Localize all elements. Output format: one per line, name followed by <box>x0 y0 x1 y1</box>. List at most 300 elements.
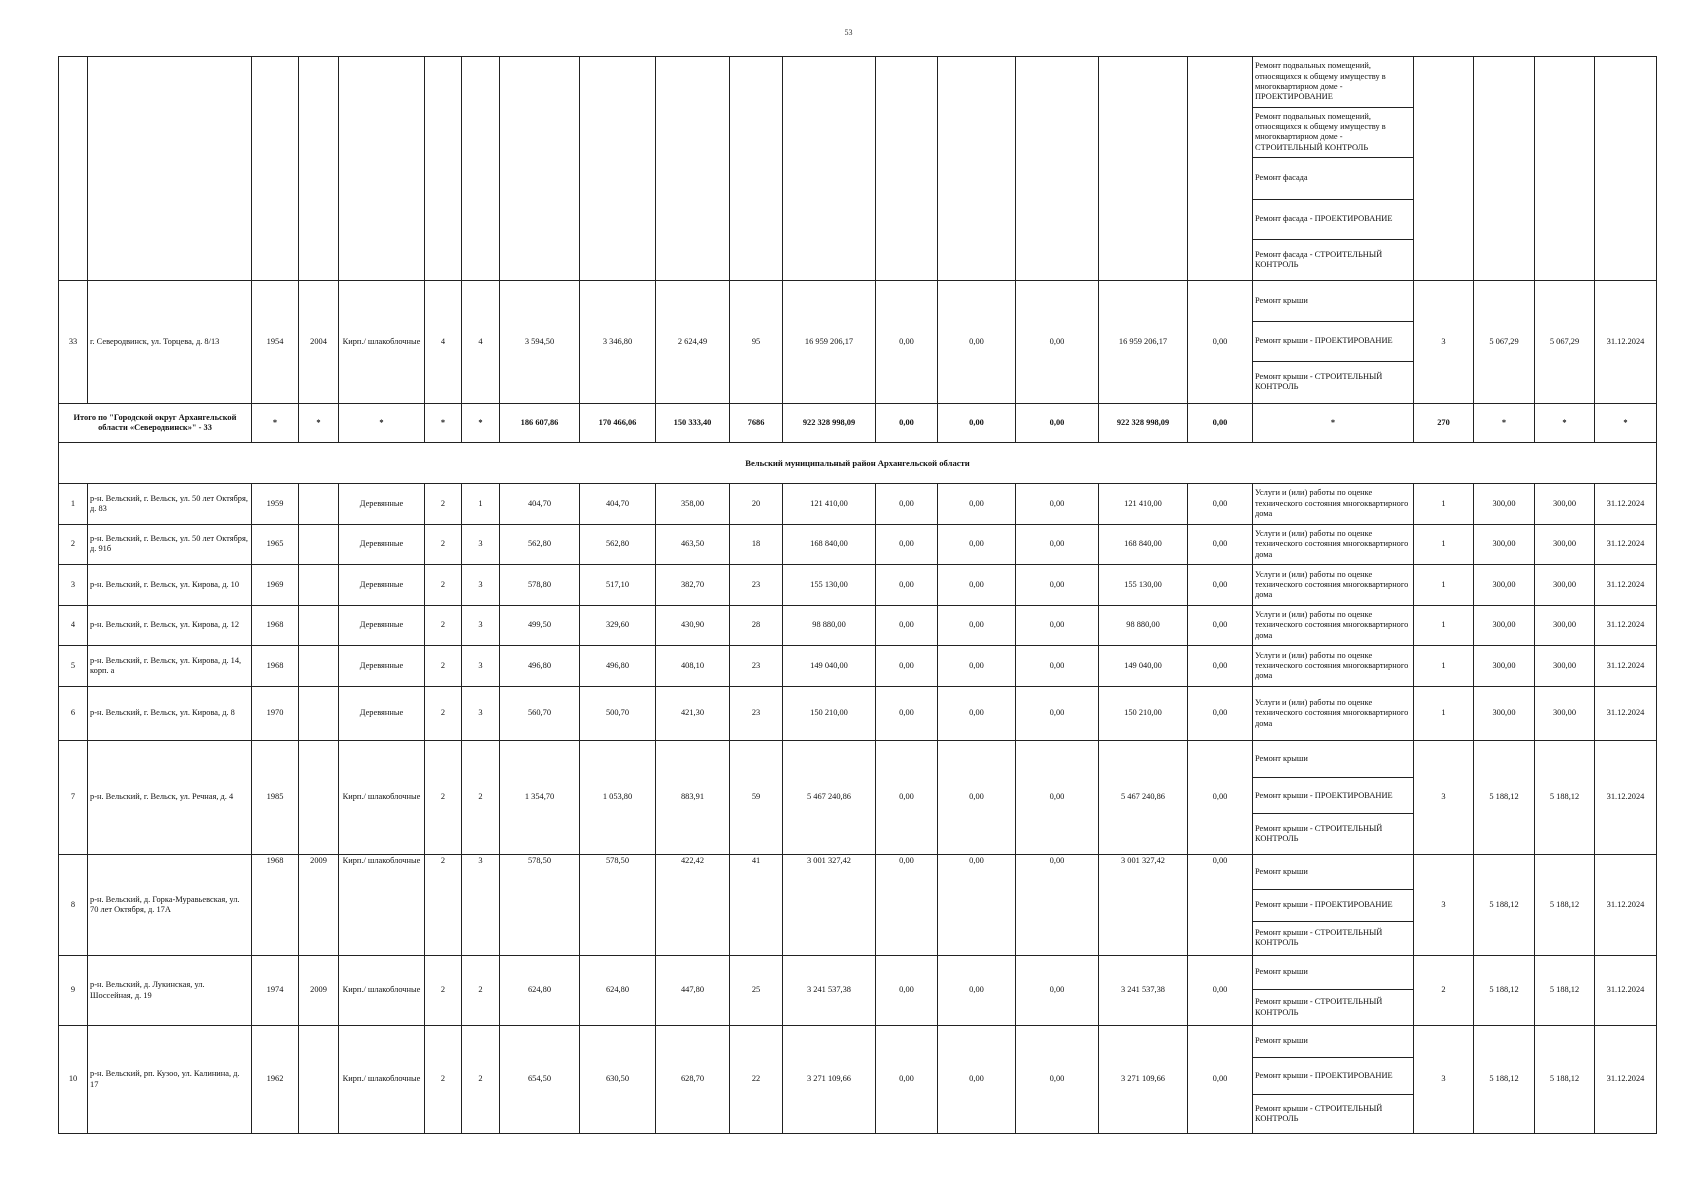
table-row <box>59 646 1657 687</box>
value-cell: 2 <box>425 687 462 741</box>
value-cell: 41 <box>730 854 783 955</box>
value-cell: 2 <box>425 854 462 955</box>
value-cell: 3 346,80 <box>580 280 656 403</box>
value-cell: 2 <box>425 605 462 646</box>
total-cell: 922 328 998,09 <box>1099 403 1188 443</box>
value-cell: 1959 <box>252 483 299 524</box>
value-cell: 0,00 <box>1016 524 1099 565</box>
value-cell: 31.12.2024 <box>1595 740 1657 854</box>
value-cell: 2009 <box>299 955 339 1025</box>
value-cell <box>299 605 339 646</box>
table-row <box>59 57 1657 108</box>
row-number: 3 <box>59 565 88 606</box>
value-cell: 168 840,00 <box>1099 524 1188 565</box>
value-cell: 447,80 <box>656 955 730 1025</box>
value-cell: 0,00 <box>938 646 1016 687</box>
value-cell: 3 594,50 <box>500 280 580 403</box>
value-cell: 0,00 <box>1188 854 1253 955</box>
value-cell: 28 <box>730 605 783 646</box>
value-cell: 3 <box>462 605 500 646</box>
value-cell: 149 040,00 <box>1099 646 1188 687</box>
row-number: 7 <box>59 740 88 854</box>
value-cell: 463,50 <box>656 524 730 565</box>
value-cell: 3 <box>1414 854 1474 955</box>
value-cell: 2004 <box>299 280 339 403</box>
total-cell: 7686 <box>730 403 783 443</box>
table-row <box>59 687 1657 741</box>
value-cell: 300,00 <box>1474 483 1535 524</box>
work-type-cell: Ремонт подвальных помещений, относящихся к общему имуществу в многоквартирном доме - СТРОИТЕЛЬНЫЙ КОНТРОЛЬ <box>1253 107 1414 158</box>
value-cell: 1954 <box>252 280 299 403</box>
value-cell: 3 271 109,66 <box>1099 1026 1188 1134</box>
value-cell <box>299 646 339 687</box>
work-type-cell: Ремонт крыши <box>1253 955 1414 989</box>
value-cell: 329,60 <box>580 605 656 646</box>
value-cell: 2 <box>425 483 462 524</box>
empty-cell <box>88 57 252 281</box>
value-cell: Кирп./ шлакоблочные <box>339 1026 425 1134</box>
value-cell: 3 001 327,42 <box>783 854 876 955</box>
work-type-cell: Ремонт крыши - СТРОИТЕЛЬНЫЙ КОНТРОЛЬ <box>1253 814 1414 855</box>
total-cell: * <box>462 403 500 443</box>
value-cell: 0,00 <box>1188 280 1253 403</box>
value-cell: 5 188,12 <box>1474 854 1535 955</box>
value-cell: 499,50 <box>500 605 580 646</box>
value-cell: 560,70 <box>500 687 580 741</box>
value-cell: 25 <box>730 955 783 1025</box>
work-type-cell: Ремонт крыши <box>1253 740 1414 777</box>
value-cell: 31.12.2024 <box>1595 524 1657 565</box>
value-cell: 496,80 <box>580 646 656 687</box>
value-cell: 23 <box>730 646 783 687</box>
empty-cell <box>730 57 783 281</box>
value-cell: 5 067,29 <box>1535 280 1595 403</box>
value-cell: 2 <box>425 955 462 1025</box>
value-cell: 22 <box>730 1026 783 1134</box>
table-row <box>59 565 1657 606</box>
value-cell: 500,70 <box>580 687 656 741</box>
value-cell: 0,00 <box>1188 646 1253 687</box>
value-cell: 624,80 <box>500 955 580 1025</box>
row-number: 8 <box>59 854 88 955</box>
value-cell: 31.12.2024 <box>1595 646 1657 687</box>
value-cell: 2 <box>425 1026 462 1134</box>
page-number: 53 <box>844 28 853 37</box>
total-cell: * <box>299 403 339 443</box>
value-cell: 1962 <box>252 1026 299 1134</box>
value-cell: 3 <box>1414 740 1474 854</box>
empty-cell <box>938 57 1016 281</box>
value-cell: 23 <box>730 565 783 606</box>
empty-cell <box>1474 57 1535 281</box>
total-cell: 270 <box>1414 403 1474 443</box>
table-row <box>59 955 1657 989</box>
value-cell: 630,50 <box>580 1026 656 1134</box>
value-cell: 0,00 <box>876 605 938 646</box>
row-number: 10 <box>59 1026 88 1134</box>
value-cell: 654,50 <box>500 1026 580 1134</box>
empty-cell <box>580 57 656 281</box>
value-cell: 0,00 <box>1016 565 1099 606</box>
value-cell: 121 410,00 <box>783 483 876 524</box>
value-cell: 0,00 <box>876 687 938 741</box>
value-cell: Деревянные <box>339 646 425 687</box>
empty-cell <box>1535 57 1595 281</box>
value-cell: Деревянные <box>339 524 425 565</box>
table-row <box>59 1026 1657 1058</box>
work-type-cell: Ремонт крыши - ПРОЕКТИРОВАНИЕ <box>1253 321 1414 362</box>
value-cell: 0,00 <box>876 483 938 524</box>
value-cell: Деревянные <box>339 605 425 646</box>
value-cell: 0,00 <box>1188 565 1253 606</box>
value-cell: 1968 <box>252 646 299 687</box>
empty-cell <box>783 57 876 281</box>
work-type-cell: Услуги и (или) работы по оценке технического состояния многоквартирного дома <box>1253 483 1414 524</box>
total-cell: * <box>339 403 425 443</box>
value-cell: Деревянные <box>339 483 425 524</box>
value-cell: 562,80 <box>500 524 580 565</box>
value-cell: 5 067,29 <box>1474 280 1535 403</box>
table-body <box>59 57 1657 1134</box>
value-cell: 0,00 <box>876 955 938 1025</box>
value-cell: 517,10 <box>580 565 656 606</box>
value-cell: 0,00 <box>938 740 1016 854</box>
work-type-cell: Ремонт подвальных помещений, относящихся к общему имуществу в многоквартирном доме - ПРОЕКТИРОВАНИЕ <box>1253 57 1414 108</box>
value-cell: 3 <box>462 646 500 687</box>
value-cell: 3 241 537,38 <box>783 955 876 1025</box>
address-cell: р-н. Вельский, г. Вельск, ул. Кирова, д. 14, корп. а <box>88 646 252 687</box>
value-cell: 0,00 <box>876 740 938 854</box>
value-cell: 31.12.2024 <box>1595 483 1657 524</box>
table-row <box>59 280 1657 321</box>
empty-cell <box>656 57 730 281</box>
table-row <box>59 483 1657 524</box>
address-cell: р-н. Вельский, д. Горка-Муравьевская, ул. 70 лет Октября, д. 17А <box>88 854 252 955</box>
value-cell: 0,00 <box>1016 605 1099 646</box>
total-cell: 0,00 <box>938 403 1016 443</box>
value-cell: 300,00 <box>1535 524 1595 565</box>
value-cell: 31.12.2024 <box>1595 1026 1657 1134</box>
value-cell: 31.12.2024 <box>1595 854 1657 955</box>
address-cell: р-н. Вельский, г. Вельск, ул. Кирова, д. 10 <box>88 565 252 606</box>
value-cell <box>299 740 339 854</box>
section-title: Вельский муниципальный район Архангельской области <box>59 443 1657 484</box>
value-cell: 300,00 <box>1474 687 1535 741</box>
value-cell: 4 <box>425 280 462 403</box>
value-cell: 1 <box>1414 524 1474 565</box>
value-cell: 300,00 <box>1535 483 1595 524</box>
work-type-cell: Ремонт фасада <box>1253 158 1414 200</box>
work-type-cell: Ремонт крыши - ПРОЕКТИРОВАНИЕ <box>1253 1058 1414 1095</box>
empty-cell <box>1595 57 1657 281</box>
value-cell: 496,80 <box>500 646 580 687</box>
value-cell: 31.12.2024 <box>1595 605 1657 646</box>
value-cell: 578,50 <box>580 854 656 955</box>
value-cell: 18 <box>730 524 783 565</box>
value-cell: 59 <box>730 740 783 854</box>
total-cell: 0,00 <box>1188 403 1253 443</box>
total-cell: 150 333,40 <box>656 403 730 443</box>
total-label: Итого по "Городской округ Архангельской области «Северодвинск»" - 33 <box>59 403 252 443</box>
value-cell <box>299 1026 339 1134</box>
value-cell: 4 <box>462 280 500 403</box>
value-cell: 0,00 <box>938 565 1016 606</box>
value-cell: 421,30 <box>656 687 730 741</box>
value-cell: 0,00 <box>1016 646 1099 687</box>
value-cell: Кирп./ шлакоблочные <box>339 854 425 955</box>
value-cell: 1 <box>1414 687 1474 741</box>
value-cell: 300,00 <box>1535 687 1595 741</box>
value-cell <box>299 483 339 524</box>
work-type-cell: Ремонт крыши <box>1253 1026 1414 1058</box>
address-cell: р-н. Вельский, г. Вельск, ул. 50 лет Октября, д. 83 <box>88 483 252 524</box>
value-cell: 1968 <box>252 854 299 955</box>
table-row <box>59 524 1657 565</box>
work-type-cell: Ремонт крыши - СТРОИТЕЛЬНЫЙ КОНТРОЛЬ <box>1253 989 1414 1025</box>
value-cell: 98 880,00 <box>783 605 876 646</box>
value-cell: 0,00 <box>1016 740 1099 854</box>
value-cell: 3 271 109,66 <box>783 1026 876 1134</box>
value-cell: 95 <box>730 280 783 403</box>
value-cell: 1969 <box>252 565 299 606</box>
value-cell: 1 <box>1414 483 1474 524</box>
value-cell: Деревянные <box>339 565 425 606</box>
value-cell: 628,70 <box>656 1026 730 1134</box>
value-cell: 5 188,12 <box>1474 1026 1535 1134</box>
value-cell: 2 <box>1414 955 1474 1025</box>
value-cell: 0,00 <box>1188 483 1253 524</box>
value-cell: 31.12.2024 <box>1595 565 1657 606</box>
value-cell: 0,00 <box>1016 1026 1099 1134</box>
table-row <box>59 605 1657 646</box>
table-row <box>59 740 1657 777</box>
value-cell: 3 001 327,42 <box>1099 854 1188 955</box>
empty-cell <box>59 57 88 281</box>
value-cell: 0,00 <box>938 605 1016 646</box>
value-cell: 300,00 <box>1474 646 1535 687</box>
value-cell: 0,00 <box>938 483 1016 524</box>
value-cell: 0,00 <box>938 687 1016 741</box>
work-type-cell: Ремонт крыши - СТРОИТЕЛЬНЫЙ КОНТРОЛЬ <box>1253 1095 1414 1134</box>
table-row <box>59 403 1657 443</box>
value-cell: 2 <box>462 1026 500 1134</box>
value-cell: 5 188,12 <box>1474 955 1535 1025</box>
value-cell: 578,80 <box>500 565 580 606</box>
value-cell: 2 <box>462 740 500 854</box>
value-cell: 155 130,00 <box>1099 565 1188 606</box>
value-cell: Кирп./ шлакоблочные <box>339 740 425 854</box>
value-cell: 382,70 <box>656 565 730 606</box>
work-type-cell: Услуги и (или) работы по оценке технического состояния многоквартирного дома <box>1253 524 1414 565</box>
value-cell: 0,00 <box>938 524 1016 565</box>
total-cell: 922 328 998,09 <box>783 403 876 443</box>
value-cell: 2 <box>425 740 462 854</box>
work-type-cell: Ремонт крыши <box>1253 854 1414 889</box>
value-cell: 0,00 <box>1016 280 1099 403</box>
value-cell: 0,00 <box>876 565 938 606</box>
value-cell: 624,80 <box>580 955 656 1025</box>
empty-cell <box>1188 57 1253 281</box>
work-type-cell: Ремонт фасада - СТРОИТЕЛЬНЫЙ КОНТРОЛЬ <box>1253 240 1414 281</box>
value-cell: 98 880,00 <box>1099 605 1188 646</box>
empty-cell <box>462 57 500 281</box>
address-cell: р-н. Вельский, г. Вельск, ул. Кирова, д. 12 <box>88 605 252 646</box>
value-cell: 1965 <box>252 524 299 565</box>
value-cell: 358,00 <box>656 483 730 524</box>
value-cell: 562,80 <box>580 524 656 565</box>
value-cell: 2009 <box>299 854 339 955</box>
value-cell: 578,50 <box>500 854 580 955</box>
value-cell: 168 840,00 <box>783 524 876 565</box>
value-cell: 0,00 <box>938 854 1016 955</box>
value-cell: 0,00 <box>1016 687 1099 741</box>
value-cell: 149 040,00 <box>783 646 876 687</box>
value-cell: 0,00 <box>938 1026 1016 1134</box>
value-cell <box>299 524 339 565</box>
value-cell: 2 <box>425 524 462 565</box>
work-type-cell: Ремонт крыши - СТРОИТЕЛЬНЫЙ КОНТРОЛЬ <box>1253 921 1414 955</box>
value-cell: 1 <box>1414 605 1474 646</box>
empty-cell <box>876 57 938 281</box>
value-cell: 2 <box>462 955 500 1025</box>
value-cell: 31.12.2024 <box>1595 955 1657 1025</box>
total-cell: 0,00 <box>1016 403 1099 443</box>
value-cell: 0,00 <box>876 646 938 687</box>
table-row <box>59 854 1657 889</box>
value-cell: 3 <box>462 524 500 565</box>
value-cell: 31.12.2024 <box>1595 280 1657 403</box>
value-cell: 0,00 <box>876 524 938 565</box>
value-cell: 16 959 206,17 <box>1099 280 1188 403</box>
address-cell: р-н. Вельский, д. Лукинская, ул. Шоссейная, д. 19 <box>88 955 252 1025</box>
empty-cell <box>299 57 339 281</box>
value-cell: 1 <box>462 483 500 524</box>
empty-cell <box>1414 57 1474 281</box>
value-cell: 121 410,00 <box>1099 483 1188 524</box>
total-cell: * <box>425 403 462 443</box>
value-cell: 883,91 <box>656 740 730 854</box>
value-cell: 408,10 <box>656 646 730 687</box>
address-cell: р-н. Вельский, рп. Кузоо, ул. Калинина, д. 17 <box>88 1026 252 1134</box>
value-cell: 3 <box>1414 1026 1474 1134</box>
value-cell: 0,00 <box>1188 524 1253 565</box>
value-cell: 31.12.2024 <box>1595 687 1657 741</box>
total-cell: 0,00 <box>876 403 938 443</box>
work-type-cell: Ремонт крыши - СТРОИТЕЛЬНЫЙ КОНТРОЛЬ <box>1253 362 1414 404</box>
value-cell: 3 <box>462 687 500 741</box>
value-cell: 404,70 <box>580 483 656 524</box>
empty-cell <box>252 57 299 281</box>
value-cell: 1968 <box>252 605 299 646</box>
value-cell: 5 467 240,86 <box>783 740 876 854</box>
table-row <box>59 443 1657 484</box>
value-cell: 300,00 <box>1474 565 1535 606</box>
value-cell: 3 <box>462 565 500 606</box>
work-type-cell: Услуги и (или) работы по оценке технического состояния многоквартирного дома <box>1253 565 1414 606</box>
value-cell: 0,00 <box>1016 854 1099 955</box>
value-cell: 0,00 <box>938 280 1016 403</box>
empty-cell <box>339 57 425 281</box>
value-cell: 3 241 537,38 <box>1099 955 1188 1025</box>
value-cell: 0,00 <box>1188 740 1253 854</box>
work-type-cell: Ремонт фасада - ПРОЕКТИРОВАНИЕ <box>1253 199 1414 240</box>
value-cell: Кирп./ шлакоблочные <box>339 280 425 403</box>
value-cell: 1 053,80 <box>580 740 656 854</box>
value-cell: 0,00 <box>1188 687 1253 741</box>
work-type-cell: Услуги и (или) работы по оценке технического состояния многоквартирного дома <box>1253 687 1414 741</box>
work-type-cell: Ремонт крыши - ПРОЕКТИРОВАНИЕ <box>1253 890 1414 922</box>
value-cell: 300,00 <box>1535 565 1595 606</box>
row-number: 5 <box>59 646 88 687</box>
value-cell: 0,00 <box>1016 483 1099 524</box>
value-cell: 0,00 <box>876 280 938 403</box>
total-cell: * <box>1595 403 1657 443</box>
value-cell: 300,00 <box>1535 605 1595 646</box>
value-cell: 300,00 <box>1474 605 1535 646</box>
value-cell: 16 959 206,17 <box>783 280 876 403</box>
value-cell: 3 <box>462 854 500 955</box>
value-cell: 150 210,00 <box>1099 687 1188 741</box>
value-cell: 1 <box>1414 565 1474 606</box>
value-cell: 422,42 <box>656 854 730 955</box>
value-cell: 5 188,12 <box>1535 854 1595 955</box>
value-cell: 5 467 240,86 <box>1099 740 1188 854</box>
row-number: 1 <box>59 483 88 524</box>
value-cell: 3 <box>1414 280 1474 403</box>
value-cell: 2 <box>425 646 462 687</box>
value-cell: 23 <box>730 687 783 741</box>
value-cell: 5 188,12 <box>1535 740 1595 854</box>
work-type-cell: Ремонт крыши <box>1253 280 1414 321</box>
value-cell: 20 <box>730 483 783 524</box>
value-cell: 404,70 <box>500 483 580 524</box>
row-number: 33 <box>59 280 88 403</box>
work-type-cell: Услуги и (или) работы по оценке технического состояния многоквартирного дома <box>1253 646 1414 687</box>
empty-cell <box>425 57 462 281</box>
value-cell: 0,00 <box>1188 1026 1253 1134</box>
row-number: 6 <box>59 687 88 741</box>
total-cell: 170 466,06 <box>580 403 656 443</box>
value-cell: 1970 <box>252 687 299 741</box>
value-cell <box>299 687 339 741</box>
value-cell: 0,00 <box>1188 955 1253 1025</box>
total-cell: * <box>1474 403 1535 443</box>
value-cell: 0,00 <box>876 1026 938 1134</box>
value-cell: 155 130,00 <box>783 565 876 606</box>
row-number: 2 <box>59 524 88 565</box>
value-cell: 2 624,49 <box>656 280 730 403</box>
value-cell: 1 <box>1414 646 1474 687</box>
value-cell: 150 210,00 <box>783 687 876 741</box>
value-cell: 5 188,12 <box>1535 1026 1595 1134</box>
value-cell: 5 188,12 <box>1535 955 1595 1025</box>
capital-repair-table <box>58 56 1657 1134</box>
address-cell: р-н. Вельский, г. Вельск, ул. Кирова, д. 8 <box>88 687 252 741</box>
value-cell: 300,00 <box>1474 524 1535 565</box>
empty-cell <box>500 57 580 281</box>
total-cell: * <box>252 403 299 443</box>
empty-cell <box>1099 57 1188 281</box>
value-cell: 0,00 <box>876 854 938 955</box>
value-cell: 2 <box>425 565 462 606</box>
value-cell: 1 354,70 <box>500 740 580 854</box>
address-cell: г. Северодвинск, ул. Торцева, д. 8/13 <box>88 280 252 403</box>
value-cell: 1985 <box>252 740 299 854</box>
work-type-cell: Ремонт крыши - ПРОЕКТИРОВАНИЕ <box>1253 778 1414 814</box>
value-cell: Кирп./ шлакоблочные <box>339 955 425 1025</box>
value-cell: 5 188,12 <box>1474 740 1535 854</box>
row-number: 4 <box>59 605 88 646</box>
